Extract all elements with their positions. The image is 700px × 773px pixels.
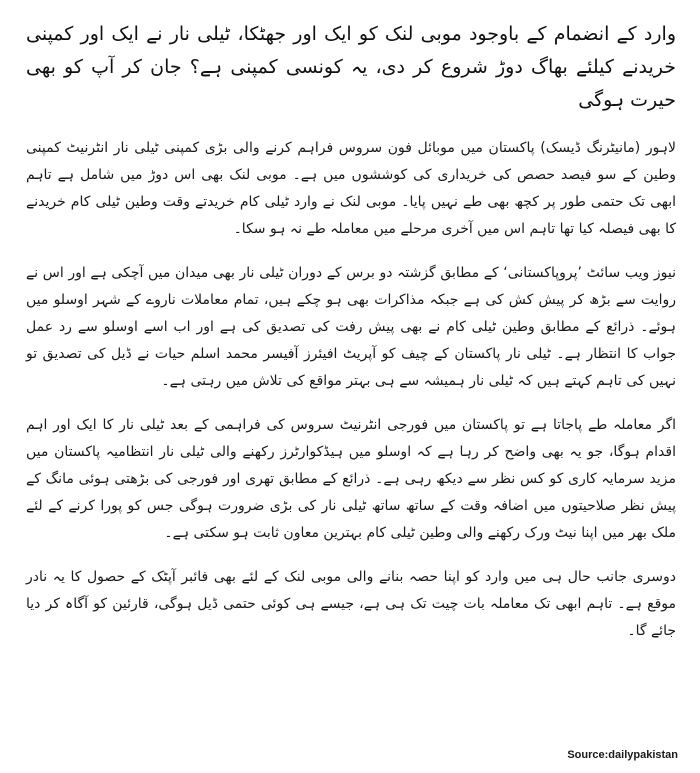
paragraph-report: نیوز ویب سائٹ ’پروپاکستانی‘ کے مطابق گزشتہ دو برس کے دوران ٹیلی نار بھی میدان میں آچکی ہے اور اس نے روایت سے بڑھ کر پیش کش کی ہے جبکہ مذاکرات بھی ہو چکے ہیں، تمام معاملات ناروے کے شہر اوسلو میں ہوئے۔ ذرائع کے مطابق وطین ٹیلی کام نے بھی پیش رفت کی تصدیق کی ہے اور اب اسے اوسلو سے رد عمل جواب کا انتظار ہے۔ ٹیلی نار پاکستان کے چیف کو آپریٹ افیئرز آفیسر محمد اسلم حیات نے ڈیل کی تصدیق تو نہیں کی تاہم کہتے ہیں کہ ٹیلی نار ہمیشہ سے ہی بہتر مواقع کی تلاش میں رہتی ہے۔: [26, 265, 676, 389]
article-headline: وارد کے انضمام کے باوجود موبی لنک کو ایک اور جھٹکا، ٹیلی نار نے ایک اور کمپنی خریدنے کیلئے بھاگ دوڑ شروع کر دی، یہ کونسی کمپنی ہے؟ جان کر آپ کو بھی حیرت ہوگی: [26, 23, 676, 111]
paragraph-closing: دوسری جانب حال ہی میں وارد کو اپنا حصہ بنانے والی موبی لنک کے لئے بھی فائبر آپٹک کے حصول کا یہ نادر موقع ہے۔ تاہم ابھی تک معاملہ بات چیت تک ہی ہے، جیسے ہی کوئی حتمی ڈیل ہوگی، قارئین کو آگاہ کر دیا جائے گا۔: [26, 569, 676, 639]
source-credit: Source:dailypakistan: [567, 749, 678, 761]
paragraph-intro: لاہور (مانیٹرنگ ڈیسک) پاکستان میں موبائل فون سروس فراہم کرنے والی بڑی کمپنی ٹیلی نار انٹرنیٹ کمپنی وطین کے سو فیصد حصص کی خریداری کی کوششوں میں ہے۔ موبی لنک بھی اس دوڑ میں شامل ہے تاہم ابھی تک حتمی طور پر کچھ بھی طے نہیں پایا۔ موبی لنک نے وارد ٹیلی کام خریدتے وقت وطین ٹیلی کام خریدنے کا بھی فیصلہ کیا تھا تاہم اس میں آخری مرحلے میں معاملہ طے نہ ہو سکا۔: [26, 140, 676, 237]
paragraph-analysis: اگر معاملہ طے پاجاتا ہے تو پاکستان میں فورجی انٹرنیٹ سروس کی فراہمی کے بعد ٹیلی نار کا ایک اور اہم اقدام ہوگا، جو یہ بھی واضح کر رہا ہے کہ اوسلو میں ہیڈکوارٹرز رکھنے والی ٹیلی نار انتظامیہ پاکستان میں مزید سرمایہ کاری کو کس نظر سے دیکھ رہی ہے۔ ذرائع کے مطابق تھری اور فورجی کی بڑھتی ہوئی مانگ کے پیش نظر صلاحیتوں میں اضافہ وقت کے ساتھ ساتھ ٹیلی نار کی بڑی ضرورت ہوگی جس کو پورا کرنے کے لئے ملک بھر میں اپنا نیٹ ورک رکھنے والی وطین ٹیلی کام بہترین معاون ثابت ہو سکتی ہے۔: [26, 417, 676, 541]
article-body: [26, 18, 676, 662]
